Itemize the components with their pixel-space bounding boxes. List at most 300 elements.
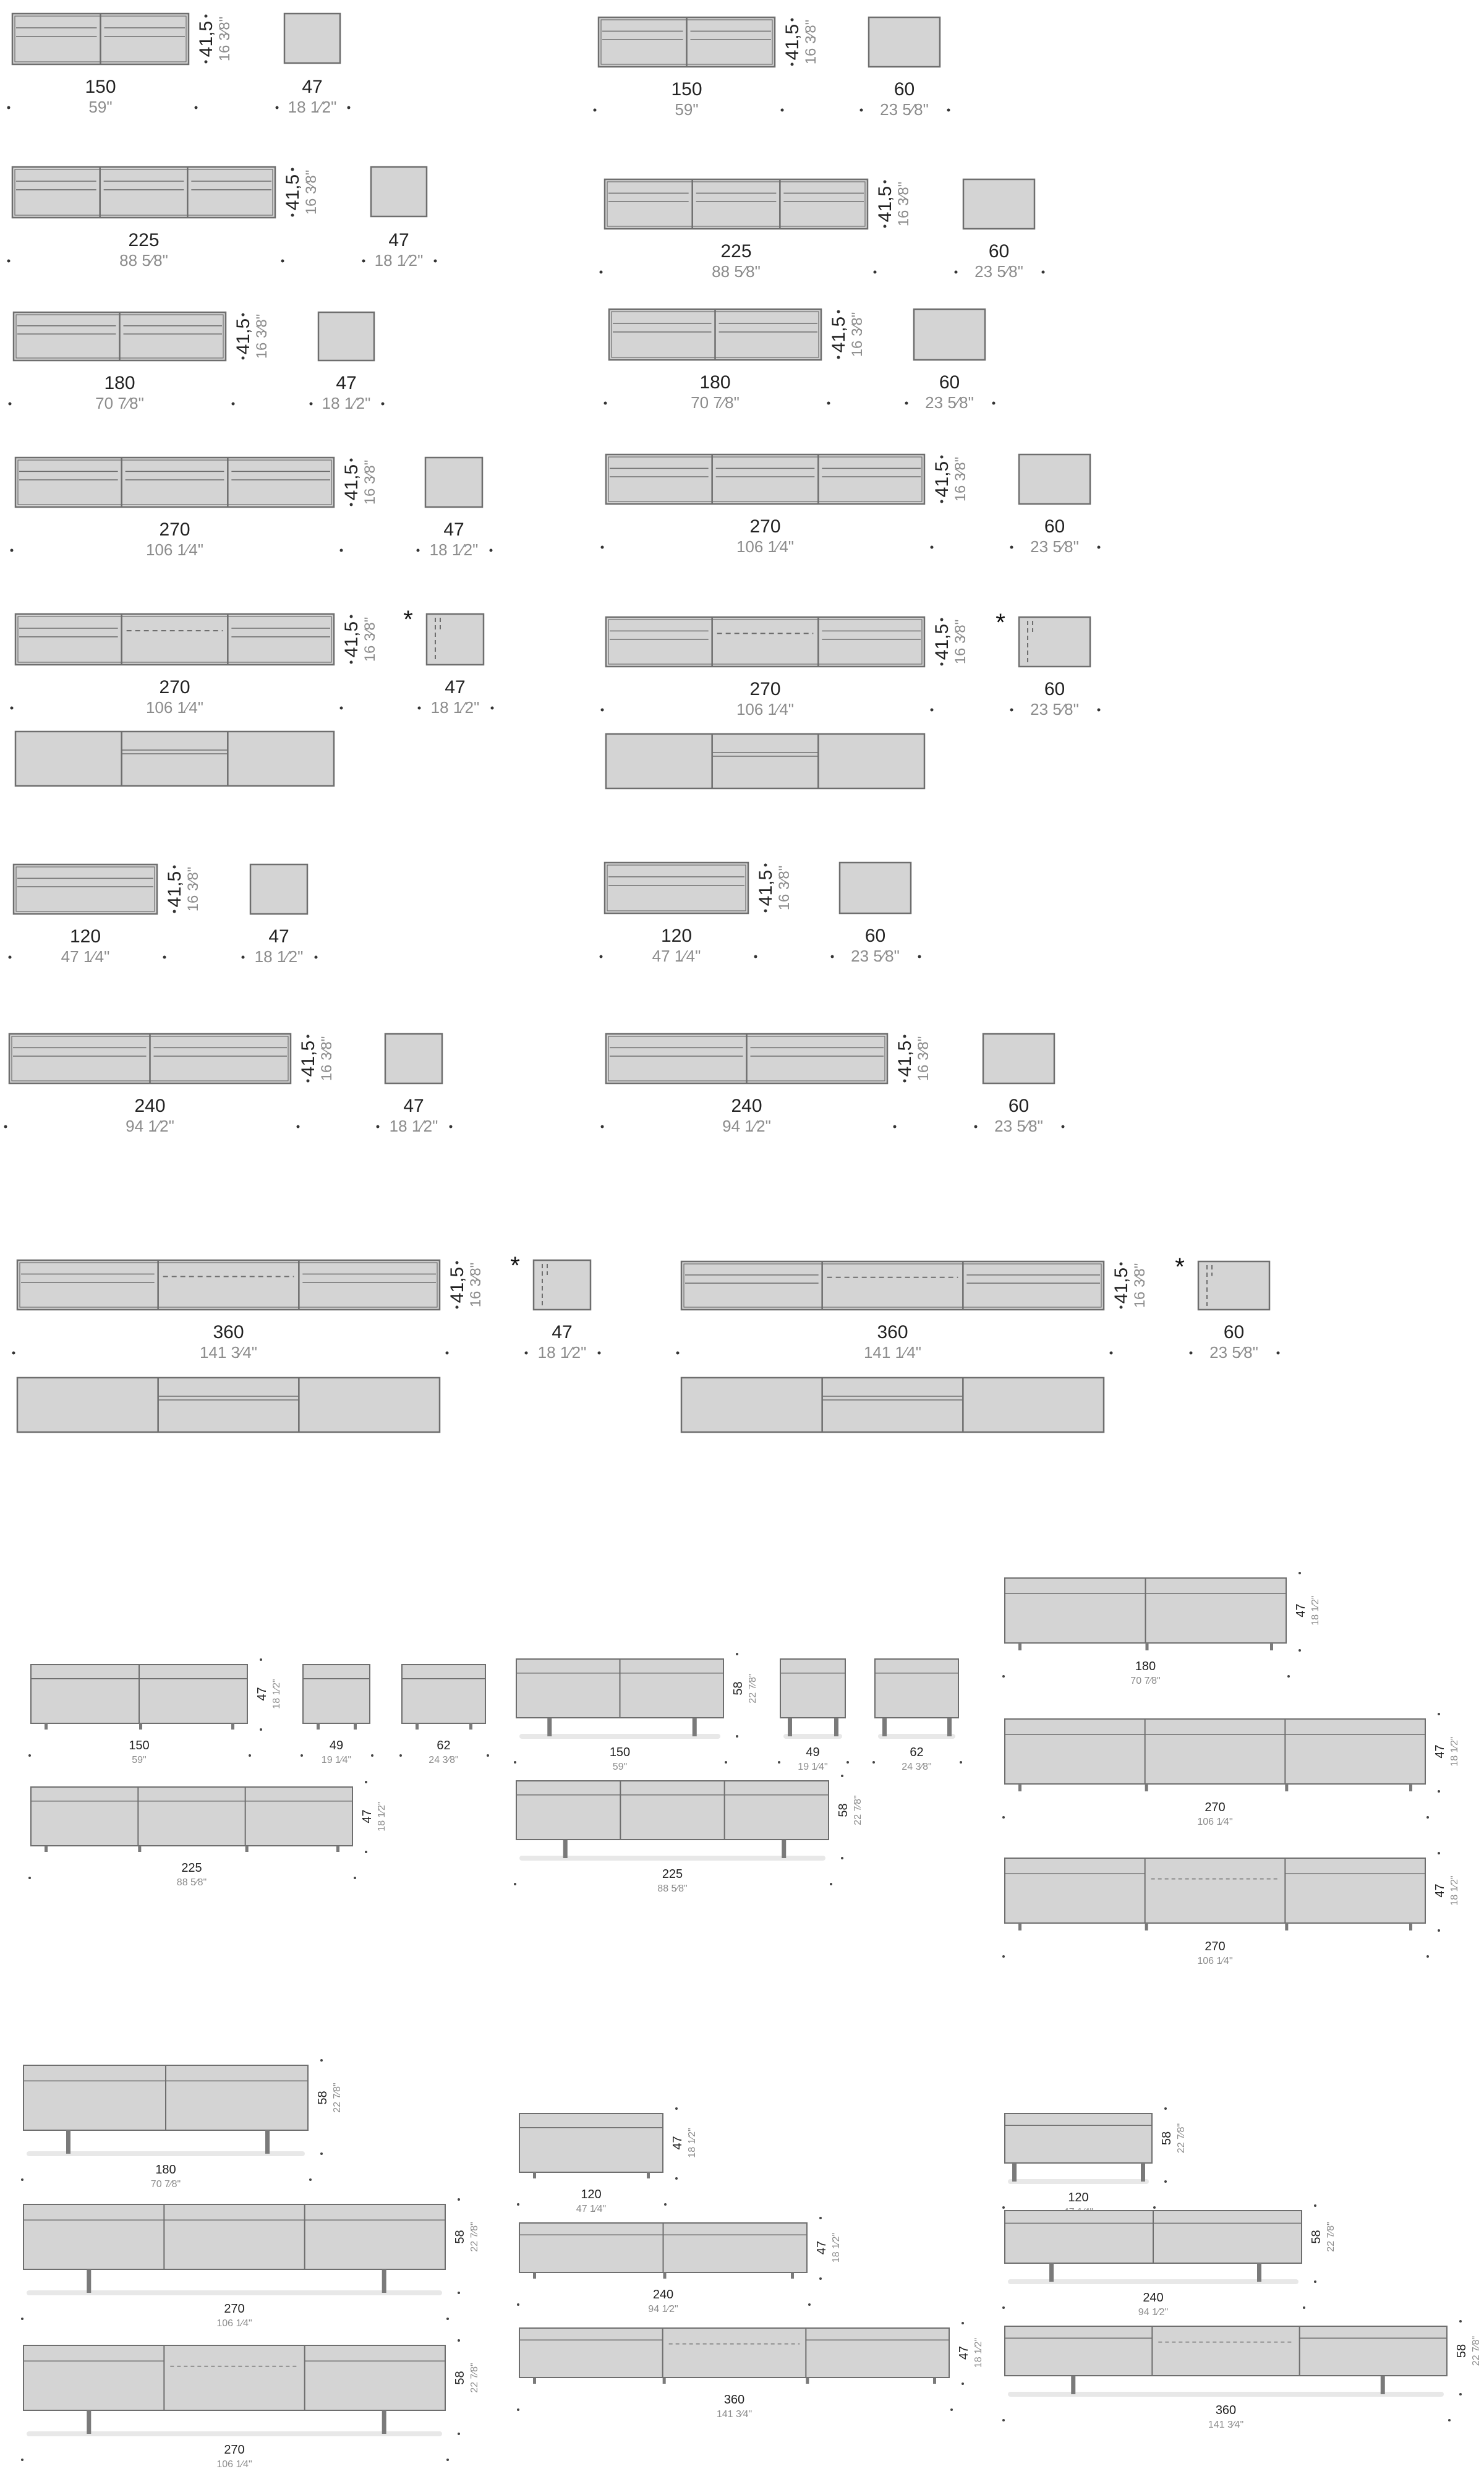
leg bbox=[87, 2410, 91, 2434]
depth-inches: 23 5⁄8" bbox=[994, 1117, 1043, 1135]
unit-body bbox=[605, 179, 868, 229]
dim-tick bbox=[992, 402, 996, 405]
height-value: 47 bbox=[255, 1687, 269, 1701]
dim-tick bbox=[1438, 1929, 1440, 1932]
height-value: 58 bbox=[453, 2230, 467, 2244]
width-inches: 106 1⁄4" bbox=[145, 540, 204, 559]
width-inches: 47 1⁄4" bbox=[576, 2204, 607, 2214]
width-value: 120 bbox=[660, 926, 693, 946]
width-inches: 106 1⁄4" bbox=[216, 2459, 252, 2470]
dim-tick bbox=[291, 168, 294, 171]
dim-tick bbox=[675, 2107, 678, 2110]
side-depth-box bbox=[1198, 1261, 1269, 1310]
height-value: 41,5 bbox=[782, 23, 803, 61]
dim-tick bbox=[260, 1728, 262, 1731]
dim-tick bbox=[903, 1080, 906, 1083]
dim-tick bbox=[1303, 2306, 1305, 2309]
dim-tick bbox=[874, 271, 877, 274]
plan-view-9 bbox=[11, 606, 494, 786]
width-value: 180 bbox=[104, 373, 135, 393]
dim-tick bbox=[947, 109, 950, 112]
dim-tick bbox=[905, 402, 908, 405]
depth-inches: 23 5⁄8" bbox=[880, 100, 929, 119]
dim-tick bbox=[884, 181, 887, 184]
elevation-view-5 bbox=[778, 1659, 849, 1772]
height-value: 41,5 bbox=[233, 318, 254, 355]
elevation-view-18 bbox=[21, 2339, 480, 2470]
dim-tick bbox=[11, 549, 14, 552]
height-value: 41,5 bbox=[341, 621, 362, 658]
dim-tick bbox=[340, 549, 343, 552]
dim-tick bbox=[173, 910, 176, 913]
leg bbox=[834, 1718, 838, 1736]
dim-tick bbox=[736, 1735, 738, 1738]
height-inches: 16 3⁄8" bbox=[803, 19, 819, 65]
elevation-view-6 bbox=[872, 1659, 962, 1772]
dim-tick bbox=[4, 1125, 7, 1128]
dim-tick bbox=[955, 271, 958, 274]
unit-body bbox=[303, 1665, 370, 1723]
depth-inches: 18 1⁄2" bbox=[254, 947, 304, 966]
width-value: 120 bbox=[69, 926, 101, 947]
dim-tick bbox=[377, 1125, 380, 1128]
dim-tick bbox=[1190, 1352, 1193, 1355]
foot bbox=[663, 2378, 666, 2384]
height-value: 58 bbox=[316, 2091, 330, 2105]
height-value: 47 bbox=[957, 2345, 971, 2360]
dim-tick bbox=[291, 214, 294, 217]
dim-tick bbox=[1438, 1852, 1440, 1854]
dim-tick bbox=[297, 1125, 300, 1128]
dim-tick bbox=[841, 1857, 843, 1859]
height-inches: 16 3⁄8" bbox=[1132, 1263, 1148, 1308]
dim-tick bbox=[819, 2277, 822, 2280]
leg bbox=[66, 2130, 70, 2154]
dim-tick bbox=[1062, 1125, 1065, 1128]
width-inches: 88 5⁄8" bbox=[657, 1883, 688, 1894]
leg bbox=[1257, 2263, 1261, 2282]
height-value: 41,5 bbox=[298, 1040, 318, 1077]
height-value: 41,5 bbox=[829, 316, 849, 353]
dim-tick bbox=[517, 2408, 519, 2411]
leg bbox=[1049, 2263, 1054, 2282]
dim-tick bbox=[1459, 2393, 1462, 2395]
leg bbox=[788, 1718, 792, 1736]
unit-body bbox=[875, 1659, 958, 1718]
dim-tick bbox=[1314, 2280, 1316, 2283]
width-value: 62 bbox=[437, 1739, 451, 1752]
width-value: 270 bbox=[1205, 1801, 1226, 1814]
dim-tick bbox=[1438, 1790, 1440, 1793]
height-value: 47 bbox=[1433, 1744, 1447, 1759]
height-inches: 22 7⁄8" bbox=[469, 2222, 480, 2252]
plan-view-14 bbox=[601, 1034, 1065, 1135]
leg bbox=[947, 1718, 952, 1736]
leg bbox=[1141, 2163, 1145, 2182]
width-value: 270 bbox=[224, 2302, 245, 2316]
dim-tick bbox=[974, 1125, 978, 1128]
foot bbox=[45, 1846, 48, 1852]
dim-tick bbox=[781, 109, 784, 112]
dim-tick bbox=[371, 1754, 373, 1757]
plan-view-5 bbox=[9, 312, 385, 412]
height-value: 47 bbox=[360, 1809, 374, 1824]
dim-tick bbox=[249, 1754, 251, 1757]
depth-value: 47 bbox=[302, 77, 323, 97]
dim-tick bbox=[458, 2198, 460, 2201]
width-inches: 70 7⁄8" bbox=[691, 393, 740, 412]
width-value: 360 bbox=[213, 1322, 244, 1342]
elevation-view-14 bbox=[1002, 2107, 1187, 2217]
dim-tick bbox=[242, 357, 245, 360]
width-inches: 94 1⁄2" bbox=[648, 2304, 678, 2314]
dim-tick bbox=[307, 1035, 310, 1038]
dim-tick bbox=[365, 1851, 367, 1853]
width-value: 360 bbox=[1215, 2404, 1237, 2417]
dim-tick bbox=[1042, 271, 1045, 274]
side-depth-box bbox=[840, 863, 911, 913]
height-inches: 22 7⁄8" bbox=[853, 1795, 863, 1825]
height-inches: 18 1⁄2" bbox=[271, 1679, 282, 1709]
height-value: 41,5 bbox=[283, 174, 303, 211]
foot bbox=[533, 2378, 536, 2384]
unit-body bbox=[23, 2345, 445, 2410]
depth-value: 47 bbox=[268, 926, 289, 947]
dim-tick bbox=[281, 260, 284, 263]
depth-inches: 23 5⁄8" bbox=[1030, 537, 1079, 556]
dim-tick bbox=[205, 61, 208, 64]
unit-body bbox=[17, 1260, 440, 1310]
dim-tick bbox=[676, 1352, 680, 1355]
width-inches: 94 1⁄2" bbox=[126, 1117, 174, 1135]
dim-tick bbox=[309, 2178, 312, 2181]
depth-value: 60 bbox=[988, 241, 1010, 262]
width-value: 49 bbox=[806, 1746, 820, 1759]
dim-tick bbox=[491, 707, 494, 710]
unit-body bbox=[606, 454, 924, 504]
height-value: 58 bbox=[731, 1681, 745, 1696]
height-inches: 16 3⁄8" bbox=[849, 312, 866, 357]
dim-tick bbox=[1426, 1816, 1429, 1819]
dim-tick bbox=[1277, 1352, 1280, 1355]
depth-value: 60 bbox=[1044, 516, 1065, 537]
dim-tick bbox=[514, 1761, 516, 1764]
elevation-view-16 bbox=[517, 2217, 842, 2314]
dim-tick bbox=[1002, 1816, 1005, 1819]
dim-tick bbox=[1459, 2320, 1462, 2323]
elevation-view-11 bbox=[1002, 1852, 1460, 1966]
height-inches: 16 3⁄8" bbox=[185, 866, 202, 912]
width-value: 240 bbox=[731, 1096, 762, 1116]
width-value: 270 bbox=[159, 677, 190, 697]
dim-tick bbox=[1002, 1675, 1005, 1678]
foot bbox=[354, 1723, 357, 1730]
height-inches: 18 1⁄2" bbox=[973, 2337, 984, 2368]
height-value: 47 bbox=[1433, 1883, 1447, 1898]
elevation-view-8 bbox=[28, 1781, 387, 1888]
front-panel-row bbox=[681, 1378, 1104, 1432]
height-inches: 16 3⁄8" bbox=[362, 459, 378, 505]
dim-tick bbox=[242, 314, 245, 317]
dim-tick bbox=[1002, 2306, 1005, 2309]
height-inches: 16 3⁄8" bbox=[303, 169, 320, 215]
width-value: 240 bbox=[134, 1096, 166, 1116]
side-depth-box bbox=[425, 458, 482, 507]
dim-tick bbox=[1426, 1955, 1429, 1958]
depth-value: 60 bbox=[939, 372, 960, 393]
height-inches: 16 3⁄8" bbox=[467, 1262, 484, 1308]
dim-tick bbox=[458, 2292, 460, 2294]
leg bbox=[782, 1840, 786, 1858]
dim-tick bbox=[940, 500, 944, 503]
leg bbox=[382, 2269, 386, 2293]
width-value: 360 bbox=[723, 2393, 745, 2407]
foot bbox=[1145, 1923, 1148, 1930]
dim-tick bbox=[517, 2303, 519, 2306]
dim-tick bbox=[940, 456, 944, 459]
depth-inches: 23 5⁄8" bbox=[851, 947, 900, 965]
dim-tick bbox=[301, 1754, 303, 1757]
dim-tick bbox=[791, 19, 794, 22]
width-inches: 19 1⁄4" bbox=[321, 1755, 352, 1765]
dim-tick bbox=[362, 260, 365, 263]
foot bbox=[1285, 1923, 1288, 1930]
elevation-view-19 bbox=[517, 2322, 984, 2420]
dim-tick bbox=[1298, 1649, 1301, 1652]
dim-tick bbox=[487, 1754, 489, 1757]
unit-body bbox=[606, 617, 924, 667]
side-depth-box bbox=[963, 179, 1034, 229]
height-inches: 16 3⁄8" bbox=[895, 181, 912, 227]
dim-tick bbox=[931, 709, 934, 712]
unit-body bbox=[12, 167, 275, 218]
dim-tick bbox=[365, 1781, 367, 1783]
width-value: 150 bbox=[129, 1739, 150, 1752]
dim-tick bbox=[195, 106, 198, 109]
width-inches: 59" bbox=[88, 98, 113, 116]
leg bbox=[1012, 2163, 1017, 2182]
dim-tick bbox=[1438, 1713, 1440, 1715]
height-inches: 22 7⁄8" bbox=[1176, 2123, 1187, 2154]
dim-tick bbox=[307, 1080, 310, 1083]
height-inches: 18 1⁄2" bbox=[1449, 1875, 1460, 1906]
elevation-view-2 bbox=[301, 1665, 373, 1765]
dim-tick bbox=[827, 402, 830, 405]
height-value: 58 bbox=[1160, 2131, 1174, 2146]
height-inches: 16 3⁄8" bbox=[776, 865, 793, 911]
dim-tick bbox=[598, 1352, 601, 1355]
elevation-view-20 bbox=[1002, 2320, 1482, 2430]
foot bbox=[806, 2378, 809, 2384]
dim-tick bbox=[354, 1877, 356, 1879]
dim-tick bbox=[841, 1775, 843, 1777]
height-inches: 22 7⁄8" bbox=[332, 2083, 343, 2113]
dim-tick bbox=[350, 459, 353, 462]
dim-tick bbox=[350, 503, 353, 506]
dim-tick bbox=[1120, 1263, 1123, 1266]
width-inches: 59" bbox=[612, 1762, 628, 1772]
height-inches: 22 7⁄8" bbox=[1471, 2336, 1482, 2366]
dim-tick bbox=[205, 15, 208, 18]
dim-tick bbox=[1002, 2206, 1005, 2209]
dim-tick bbox=[350, 661, 353, 664]
foot bbox=[45, 1723, 48, 1730]
dim-tick bbox=[514, 1883, 516, 1885]
dim-tick bbox=[664, 2203, 667, 2206]
dim-tick bbox=[931, 546, 934, 549]
width-inches: 24 3⁄8" bbox=[429, 1755, 459, 1765]
width-inches: 70 7⁄8" bbox=[95, 394, 144, 412]
dim-tick bbox=[1120, 1306, 1123, 1309]
dim-tick bbox=[163, 956, 166, 959]
width-value: 270 bbox=[749, 516, 781, 537]
side-depth-box bbox=[869, 17, 940, 67]
width-inches: 88 5⁄8" bbox=[176, 1877, 207, 1888]
front-panel-row bbox=[17, 1378, 440, 1432]
foot bbox=[1145, 1784, 1148, 1791]
dim-tick bbox=[1110, 1352, 1113, 1355]
width-value: 120 bbox=[1068, 2191, 1089, 2204]
dim-tick bbox=[601, 546, 604, 549]
dim-tick bbox=[417, 549, 420, 552]
dim-tick bbox=[884, 225, 887, 228]
dim-tick bbox=[960, 1761, 962, 1764]
dim-tick bbox=[456, 1306, 459, 1309]
unit-body bbox=[15, 458, 334, 507]
dim-tick bbox=[446, 2459, 449, 2461]
dim-tick bbox=[754, 955, 757, 958]
dim-tick bbox=[1098, 546, 1101, 549]
foot bbox=[139, 1723, 142, 1730]
depth-inches: 23 5⁄8" bbox=[1030, 700, 1079, 719]
foot bbox=[647, 2172, 650, 2178]
foot bbox=[1018, 1643, 1021, 1650]
height-value: 41,5 bbox=[341, 464, 362, 501]
plan-view-6 bbox=[604, 309, 996, 412]
height-inches: 16 3⁄8" bbox=[318, 1036, 335, 1081]
width-value: 150 bbox=[85, 77, 116, 97]
dim-tick bbox=[28, 1877, 31, 1879]
depth-value: 47 bbox=[552, 1322, 573, 1342]
leg bbox=[265, 2130, 270, 2154]
dim-tick bbox=[12, 1352, 15, 1355]
dim-tick bbox=[808, 2303, 811, 2306]
dim-tick bbox=[450, 1125, 453, 1128]
side-depth-box bbox=[1019, 617, 1090, 667]
asterisk-mark: * bbox=[996, 609, 1005, 636]
depth-value: 60 bbox=[893, 79, 915, 100]
dim-tick bbox=[21, 2178, 23, 2181]
floor-shadow bbox=[878, 1734, 955, 1739]
dim-tick bbox=[340, 707, 343, 710]
dim-tick bbox=[736, 1653, 738, 1655]
depth-value: 47 bbox=[445, 677, 466, 697]
dim-tick bbox=[517, 2203, 519, 2206]
dim-tick bbox=[1287, 1675, 1290, 1678]
leg bbox=[1381, 2376, 1385, 2394]
dim-tick bbox=[446, 2318, 449, 2320]
height-inches: 16 3⁄8" bbox=[362, 616, 378, 662]
dim-tick bbox=[242, 956, 245, 959]
width-value: 240 bbox=[652, 2288, 674, 2301]
height-inches: 16 3⁄8" bbox=[952, 456, 969, 502]
width-value: 150 bbox=[609, 1746, 631, 1759]
depth-value: 60 bbox=[1008, 1096, 1030, 1116]
foot bbox=[336, 1846, 339, 1852]
dim-tick bbox=[320, 2059, 323, 2062]
dim-tick bbox=[350, 615, 353, 618]
height-value: 58 bbox=[837, 1803, 850, 1817]
plan-view-12 bbox=[600, 863, 921, 965]
height-value: 58 bbox=[1455, 2344, 1469, 2358]
width-inches: 141 3⁄4" bbox=[1208, 2420, 1244, 2430]
width-value: 270 bbox=[1205, 1940, 1226, 1953]
dim-tick bbox=[21, 2318, 23, 2320]
dim-tick bbox=[1153, 2206, 1156, 2209]
floor-shadow bbox=[783, 1734, 842, 1739]
dim-tick bbox=[7, 260, 11, 263]
dim-tick bbox=[260, 1658, 262, 1661]
dim-tick bbox=[601, 709, 604, 712]
dim-tick bbox=[872, 1761, 875, 1764]
unit-body bbox=[402, 1665, 485, 1723]
dim-tick bbox=[940, 663, 944, 666]
side-depth-box bbox=[318, 312, 374, 360]
depth-inches: 18 1⁄2" bbox=[537, 1343, 587, 1362]
side-depth-box bbox=[250, 864, 307, 914]
height-value: 47 bbox=[1294, 1603, 1308, 1618]
plan-view-15 bbox=[12, 1252, 601, 1432]
foot bbox=[933, 2378, 936, 2384]
depth-inches: 18 1⁄2" bbox=[374, 251, 424, 270]
dim-tick bbox=[320, 2152, 323, 2155]
width-value: 225 bbox=[662, 1867, 683, 1881]
elevation-view-10 bbox=[1002, 1713, 1460, 1827]
dim-tick bbox=[1002, 2419, 1005, 2421]
unit-body bbox=[1005, 2114, 1152, 2163]
dim-tick bbox=[962, 2322, 964, 2324]
unit-body bbox=[516, 1781, 829, 1840]
dim-tick bbox=[310, 403, 313, 406]
plan-view-8 bbox=[601, 454, 1101, 556]
plan-view-11 bbox=[9, 864, 318, 966]
leg bbox=[563, 1840, 568, 1858]
elevation-view-17 bbox=[1002, 2204, 1336, 2318]
height-value: 58 bbox=[453, 2371, 467, 2385]
height-value: 41,5 bbox=[895, 1040, 915, 1077]
width-value: 270 bbox=[224, 2443, 245, 2457]
depth-value: 60 bbox=[1044, 679, 1065, 699]
height-inches: 16 3⁄8" bbox=[216, 16, 233, 62]
leg bbox=[547, 1718, 552, 1736]
height-inches: 18 1⁄2" bbox=[1310, 1595, 1321, 1626]
dim-tick bbox=[418, 707, 421, 710]
side-depth-box bbox=[385, 1034, 442, 1083]
unit-body bbox=[31, 1787, 352, 1846]
asterisk-mark: * bbox=[403, 606, 413, 633]
dim-tick bbox=[725, 1761, 727, 1764]
side-depth-box bbox=[284, 14, 340, 63]
dim-tick bbox=[1164, 2180, 1167, 2183]
foot bbox=[1409, 1923, 1412, 1930]
dim-tick bbox=[600, 271, 603, 274]
depth-inches: 18 1⁄2" bbox=[430, 698, 480, 717]
unit-body bbox=[780, 1659, 845, 1718]
dim-tick bbox=[1002, 1955, 1005, 1958]
plan-view-16 bbox=[676, 1253, 1280, 1432]
elevation-view-3 bbox=[399, 1665, 489, 1765]
dim-tick bbox=[830, 1883, 832, 1885]
